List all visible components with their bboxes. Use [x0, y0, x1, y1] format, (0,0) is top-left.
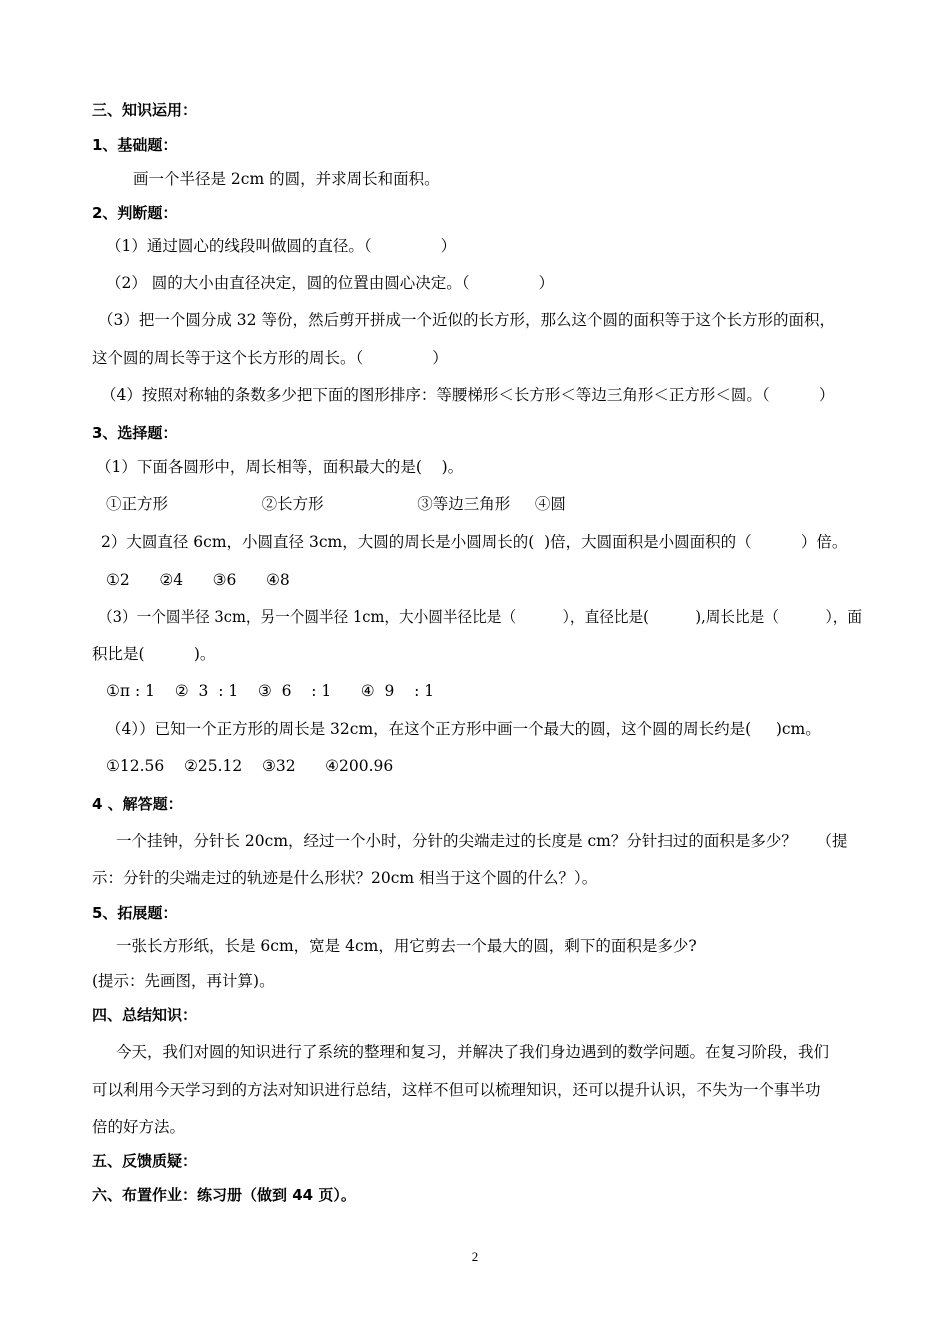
extend-question-heading: 5、拓展题： [92, 904, 178, 922]
answer-question-heading: 4 、解答题： [92, 795, 183, 813]
page-number: 2 [471, 1249, 479, 1264]
judge-question-1: （1）通过圆心的线段叫做圆的直径。（ ） [106, 237, 457, 255]
choice-question-3-line-2: 积比是( )。 [92, 645, 216, 663]
choice-question-1: （1）下面各圆形中，周长相等，面积最大的是( )。 [96, 458, 464, 476]
judge-question-4: （4）按照对称轴的条数多少把下面的图形排序：等腰梯形＜长方形＜等边三角形＜正方形＜圆。（ ） [101, 386, 835, 404]
judge-question-3-line-1: （3）把一个圆分成 32 等份，然后剪开拼成一个近似的长方形，那么这个圆的面积等于这个长方形的面积， [98, 311, 835, 329]
extend-question-line-1: 一张长方形纸，长是 6cm，宽是 4cm，用它剪去一个最大的圆，剩下的面积是多少? [116, 937, 697, 955]
summary-line-2: 可以利用今天学习到的方法对知识进行总结，这样不但可以梳理知识，还可以提升认识，不失为一个事半功 [92, 1081, 821, 1099]
choice-question-4: （4））已知一个正方形的周长是 32cm，在这个正方形中画一个最大的圆，这个圆的周长约是( )cm。 [106, 720, 821, 738]
extend-question-line-2: (提示：先画图，再计算)。 [92, 972, 275, 990]
section-3-heading: 三、知识运用： [92, 101, 198, 119]
judge-question-2: （2） 圆的大小由直径决定，圆的位置由圆心决定。（ ） [106, 274, 555, 292]
choice-question-1-options: ①正方形 ②长方形 ③等边三角形 ④圆 [106, 495, 566, 513]
section-4-heading: 四、总结知识： [92, 1006, 198, 1024]
answer-question-line-1: 一个挂钟，分针长 20cm，经过一个小时，分针的尖端走过的长度是 cm？分针扫过的面积是多少？ （提 [116, 832, 848, 850]
choice-question-2: 2）大圆直径 6cm，小圆直径 3cm，大圆的周长是小圆周长的( )倍，大圆面积是小圆面积的（ ）倍。 [101, 533, 848, 551]
judge-question-heading: 2、判断题： [92, 204, 178, 222]
basic-question-text: 画一个半径是 2cm 的圆，并求周长和面积。 [133, 170, 440, 188]
choice-question-3-line-1: （3）一个圆半径 3cm，另一个圆半径 1cm，大小圆半径比是（ ），直径比是( ),周长比是（ ），面 [98, 608, 863, 626]
choice-question-3-options: ①π : 1 ② 3 : 1 ③ 6 : 1 ④ 9 : 1 [106, 682, 435, 700]
section-6-heading: 六、布置作业：练习册（做到 44 页）。 [92, 1186, 356, 1204]
judge-question-3-line-2: 这个圆的周长等于这个长方形的周长。（ ） [92, 349, 448, 367]
summary-line-3: 倍的好方法。 [92, 1118, 186, 1136]
answer-question-line-2: 示：分针的尖端走过的轨迹是什么形状？20cm 相当于这个圆的什么？）。 [92, 869, 598, 887]
summary-line-1: 今天，我们对圆的知识进行了系统的整理和复习，并解决了我们身边遇到的数学问题。在复习阶段，我们 [116, 1043, 830, 1061]
section-5-heading: 五、反馈质疑： [92, 1152, 198, 1170]
choice-question-4-options: ①12.56 ②25.12 ③32 ④200.96 [106, 757, 394, 775]
choice-question-2-options: ①2 ②4 ③6 ④8 [106, 571, 290, 589]
choice-question-heading: 3、选择题： [92, 424, 178, 442]
basic-question-heading: 1、基础题： [92, 136, 178, 154]
